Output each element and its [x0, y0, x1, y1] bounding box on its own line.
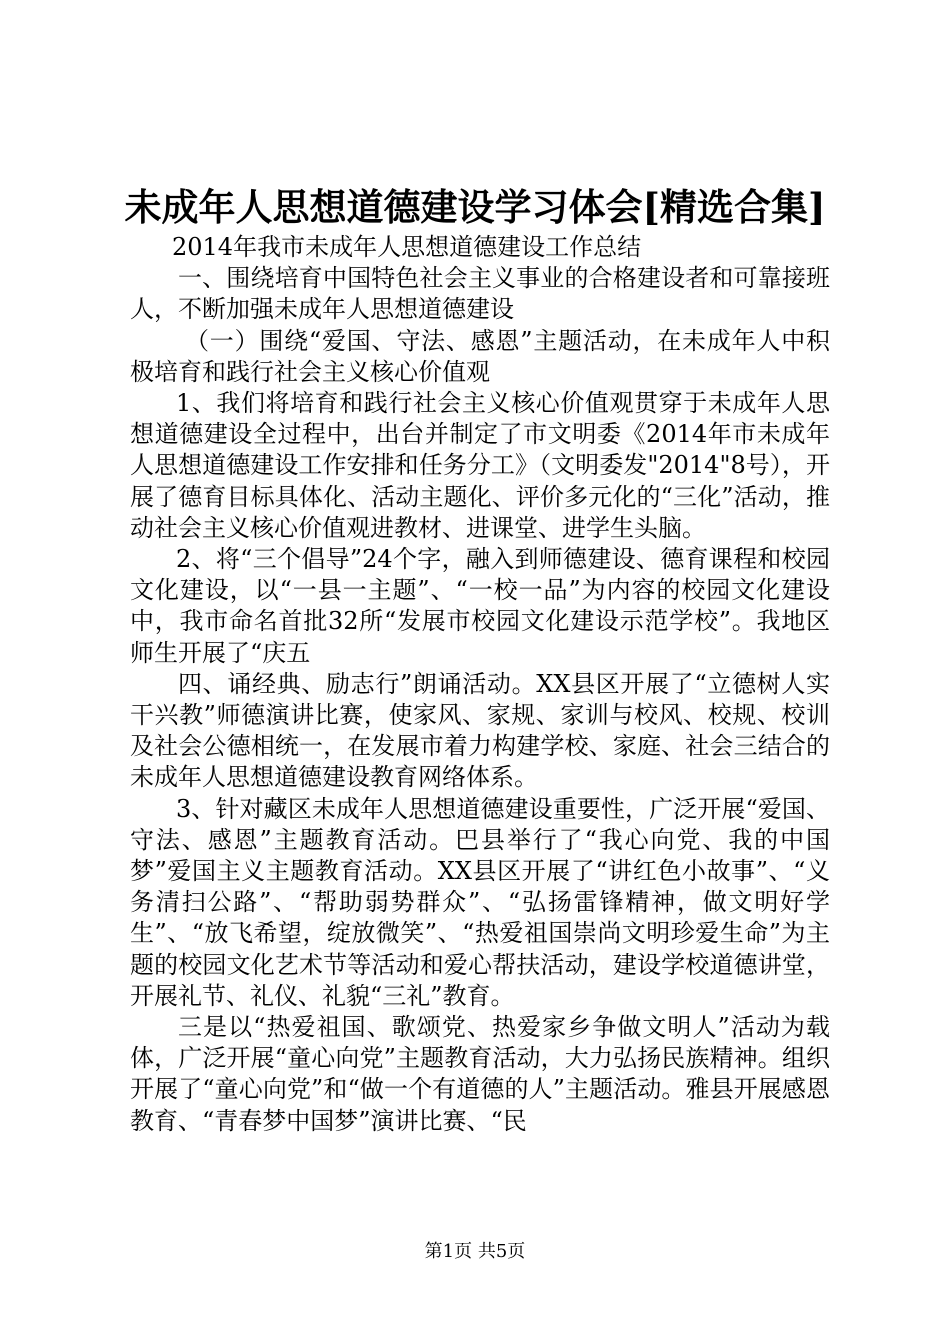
page-number-footer: 第1页 共5页 — [424, 1241, 526, 1262]
paragraph-item-one: 1、我们将培育和践行社会主义核心价值观贯穿于未成年人思想道德建设全过程中，出台并制定了市文明委《2014年市未成年人思想道德建设工作安排和任务分工》（文明委发"2014"8号），开展了德育目标具体化、活动主题化、评价多元化的“三化”活动，推动社会主义核心价值观进教材、进课堂、进学生头脑。 — [130, 389, 830, 542]
paragraph-subtitle: 2014年我市未成年人思想道德建设工作总结 — [172, 233, 642, 261]
paragraph-item-three: 3、针对藏区未成年人思想道德建设重要性，广泛开展“爱国、守法、感恩”主题教育活动。巴县举行了“我心向党、我的中国梦”爱国主义主题教育活动。XX县区开展了“讲红色小故事”、“义务清扫公路”、“帮助弱势群众”、“弘扬雷锋精神，做文明好学生”、“放飞希望，绽放微笑”、“热爱祖国崇尚文明珍爱生命”为主题的校园文化艺术节等活动和爱心帮扶活动，建设学校道德讲堂，开展礼节、礼仪、礼貌“三礼”教育。 — [130, 794, 830, 1010]
paragraph-subsection-one: （一）围绕“爱国、守法、感恩”主题活动，在未成年人中积极培育和践行社会主义核心价值观 — [130, 326, 830, 386]
document-title: 未成年人思想道德建设学习体会[精选合集] — [124, 185, 826, 229]
paragraph-point-three: 三是以“热爱祖国、歌颂党、热爱家乡争做文明人”活动为载体，广泛开展“童心向党”主题教育活动，大力弘扬民族精神。组织开展了“童心向党”和“做一个有道德的人”主题活动。雅县开展感恩教育、“青春梦中国梦”演讲比赛、“民 — [130, 1013, 830, 1135]
paragraph-item-two: 2、将“三个倡导”24个字，融入到师德建设、德育课程和校园文化建设，以“一县一主题”、“一校一品”为内容的校园文化建设中，我市命名首批32所“发展市校园文化建设示范学校”。我地区师生开展了“庆五 — [130, 545, 830, 667]
paragraph-section-one: 一、围绕培育中国特色社会主义事业的合格建设者和可靠接班人，不断加强未成年人思想道德建设 — [130, 264, 830, 324]
document-body — [130, 232, 830, 1137]
paragraph-item-two-continued: 四、诵经典、励志行”朗诵活动。XX县区开展了“立德树人实干兴教”师德演讲比赛，使家风、家规、家训与校风、校规、校训及社会公德相统一，在发展市着力构建学校、家庭、社会三结合的未成年人思想道德建设教育网络体系。 — [130, 669, 830, 792]
